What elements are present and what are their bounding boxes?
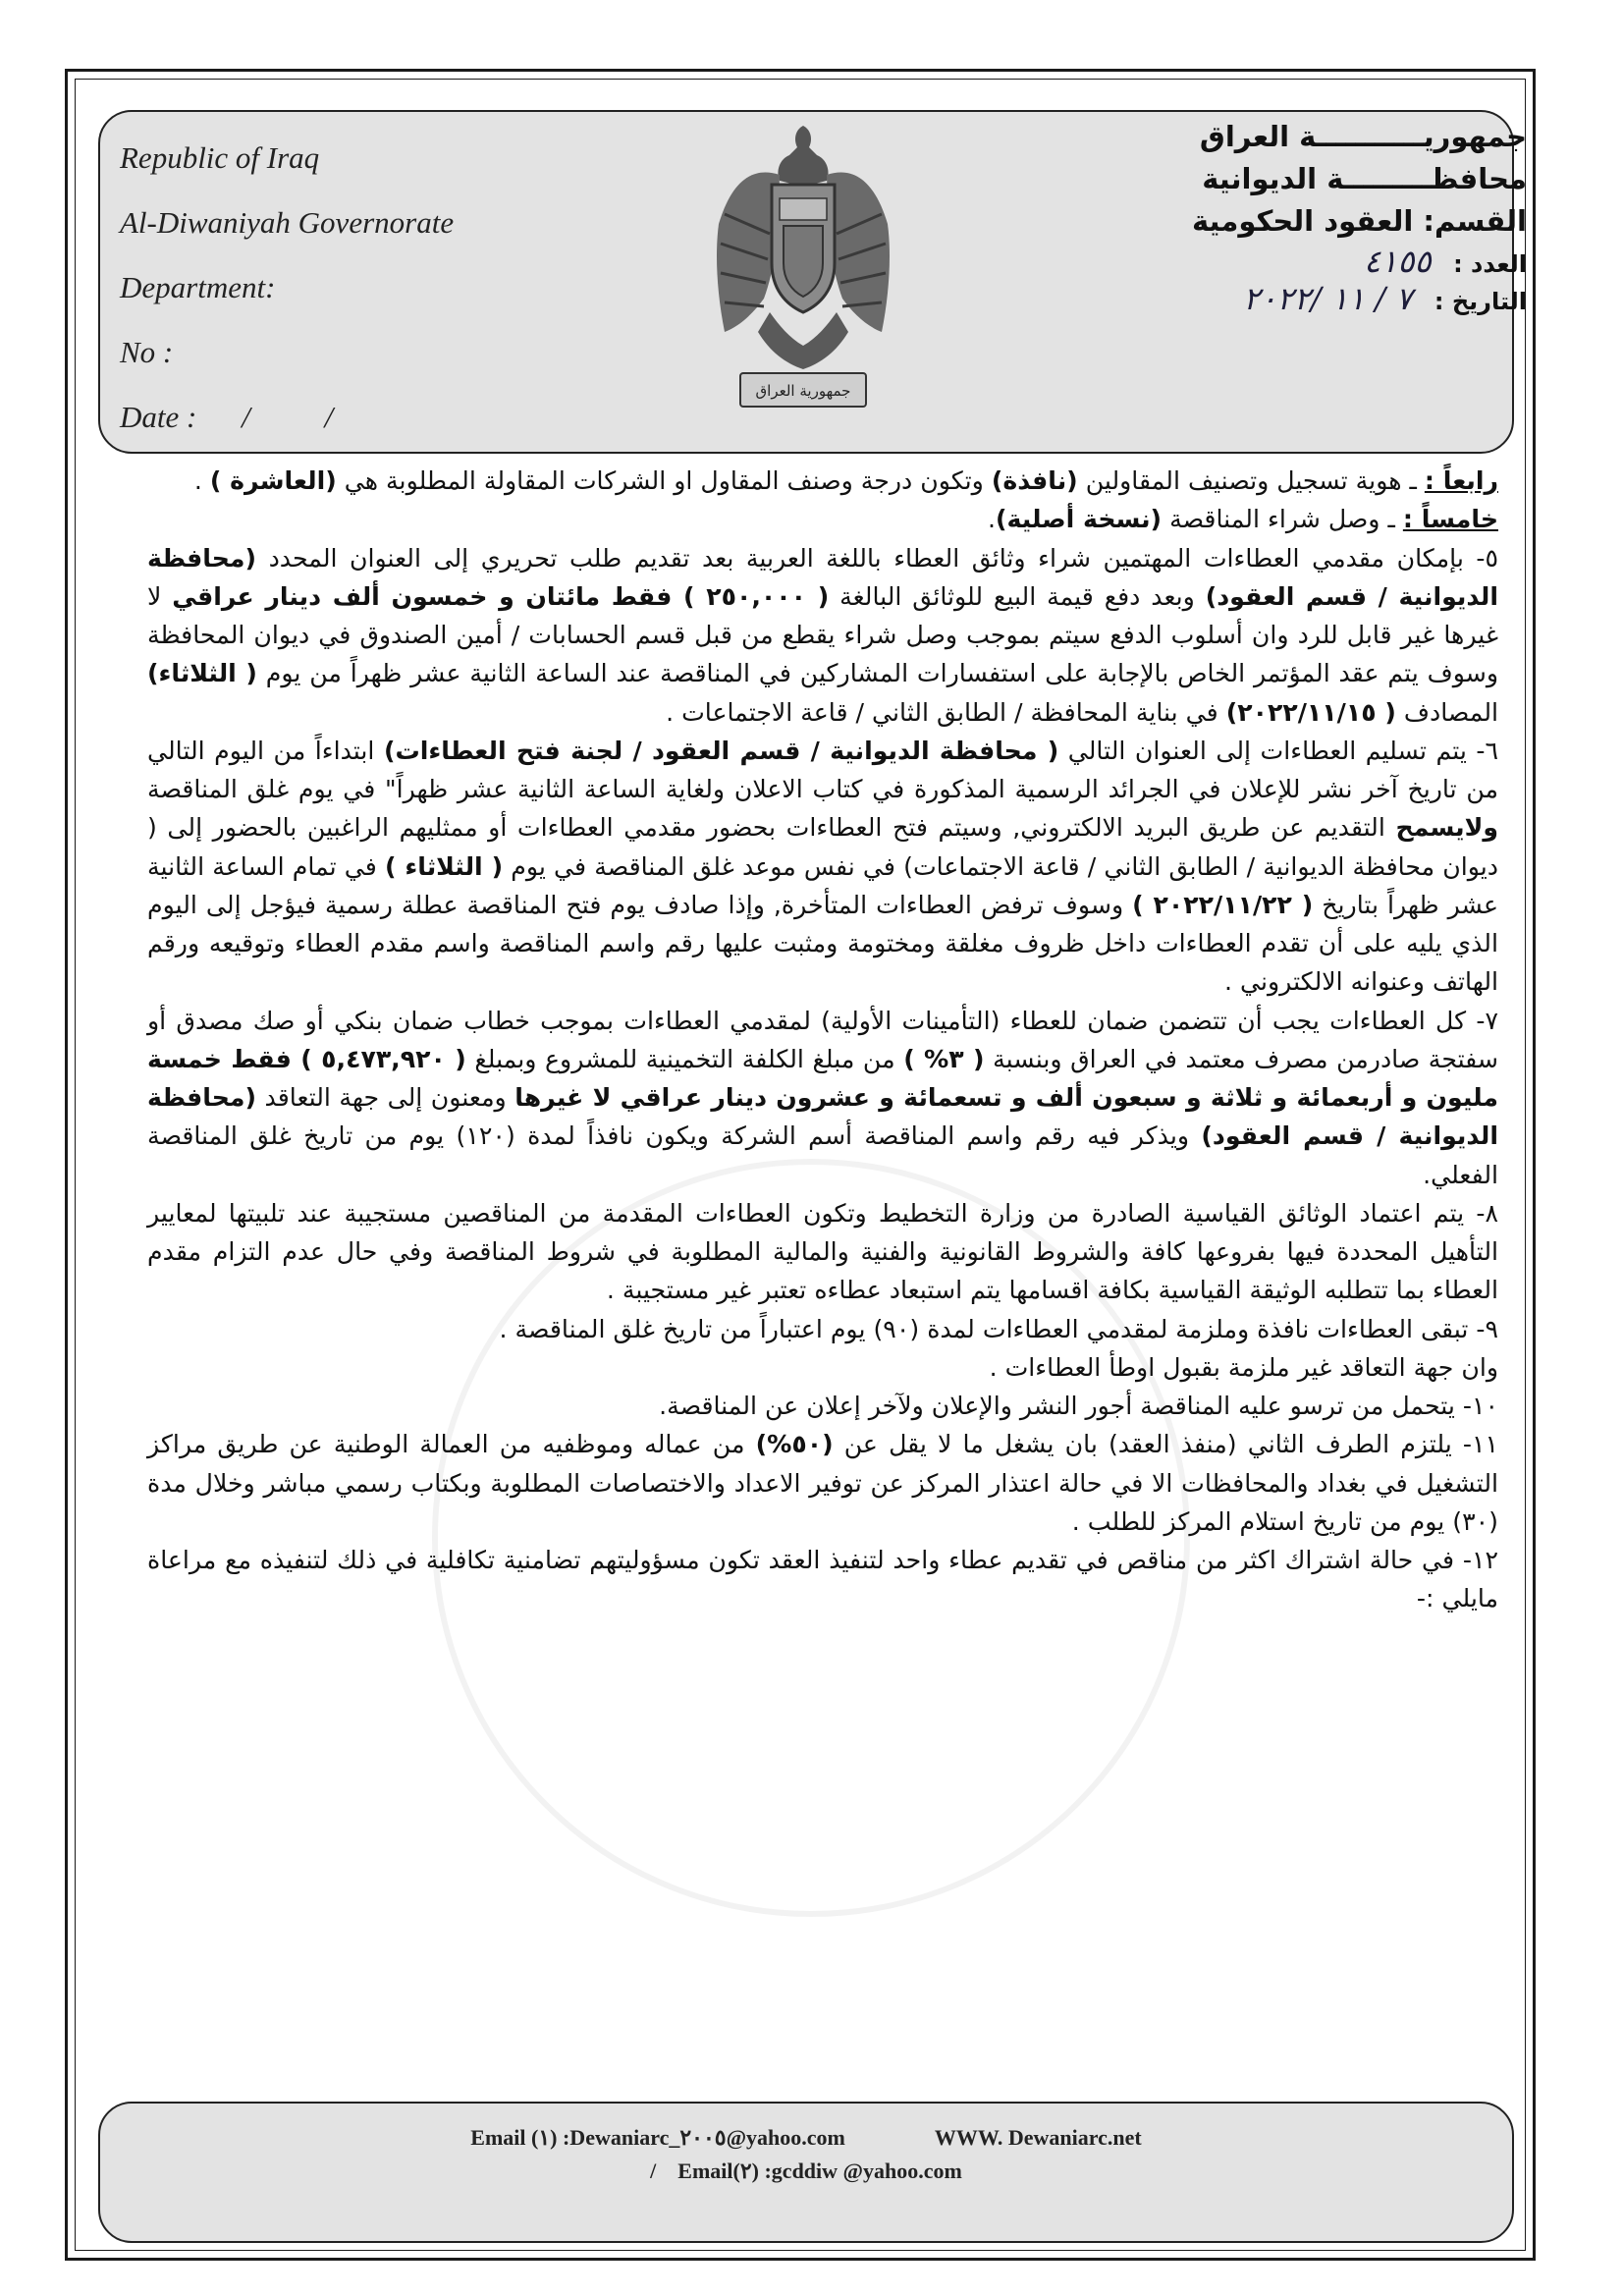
letterhead-arabic — [1016, 116, 1527, 317]
country-name-en: Republic of Iraq — [120, 140, 320, 175]
number-label-ar: العدد : — [1453, 250, 1527, 278]
country-name-ar: جمهوريـــــــــــة العراق — [1199, 120, 1527, 153]
letter-number-row — [1016, 243, 1527, 280]
footer-contacts — [98, 2121, 1514, 2188]
date-slashes-en: / / — [242, 400, 367, 434]
date-label-en: Date : — [120, 400, 197, 434]
clause-fifth: خامساً : ـ وصل شراء المناقصة (نسخة أصلية). — [987, 505, 1498, 534]
clause-10: ١٠- يتحمل من ترسو عليه المناقصة أجور النشر والإعلان ولآخر إعلان عن المناقصة. — [659, 1392, 1498, 1420]
clause-9: ٩- تبقى العطاءات نافذة وملزمة لمقدمي العطاءات لمدة (٩٠) يوم اعتباراً من تاريخ غلق المناقصة . — [499, 1314, 1498, 1343]
iraq-eagle-emblem-icon — [711, 116, 895, 430]
emblem-caption: جمهورية العراق — [755, 382, 851, 400]
clause-11: ١١- يلتزم الطرف الثاني (منفذ العقد) بان يشغل ما لا يقل عن (٥٠%) من عماله وموظفيه من العمالة الوطنية عن طريق مراكز التشغيل في بغداد والمحافظات الا في حالة اعتذار المركز عن توفير الاعداد والاختصاصات المطلوبة وبكتاب رسمي مباشر وخلال مدة (٣٠) يوم من تاريخ استلام المركز للطلب . — [147, 1430, 1498, 1536]
department-label-en: Department: — [120, 270, 276, 304]
clause-6: ٦- يتم تسليم العطاءات إلى العنوان التالي ( محافظة الديوانية / قسم العقود / لجنة فتح العطاءات) ابتداءاً من اليوم التالي من تاريخ آخر نشر للإعلان في الجرائد الرسمية المذكورة في كتاب الاعلان ولغاية الساعة الثانية عشر ظهراً" في يوم غلق المناقصة ولايسمح التقديم عن طريق البريد الالكتروني, وسيتم فتح العطاءات بحضور مقدمي العطاءات أو ممثليهم الراغبين بالحضور إلى ( ديوان محافظة الديوانية / الطابق الثاني / قاعة الاجتماعات) في نفس موعد غلق المناقصة في يوم ( الثلاثاء ) في تمام الساعة الثانية عشر ظهراً بتاريخ ( ٢٠٢٢/١١/٢٢ ) وسوف ترفض العطاءات المتأخرة, وإذا صادف يوم فتح المناقصة عطلة رسمية فيؤجل إلى اليوم الذي يليه على أن تقدم العطاءات داخل ظروف مغلقة ومختومة ومثبت عليها رقم واسم المناقصة واسم مقدم العطاء وتوقيعه ورقم الهاتف وعنوانه الالكتروني . — [147, 736, 1499, 997]
department-name-ar: القسم: العقود الحكومية — [1191, 204, 1527, 238]
footer-email-2: Email(٢) :gcddiw @yahoo.com — [677, 2159, 962, 2183]
letter-number-value: ٤١٥٥ — [1363, 243, 1432, 280]
footer-website: WWW. Dewaniarc.net — [934, 2125, 1142, 2150]
letter-date-row — [1016, 280, 1527, 317]
governorate-name-en: Al-Diwaniyah Governorate — [120, 205, 455, 240]
governorate-name-ar: محافظـــــــــة الديوانية — [1202, 162, 1527, 195]
clause-7: ٧- كل العطاءات يجب أن تتضمن ضمان للعطاء (التأمينات الأولية) لمقدمي العطاءات بموجب خطاب ضمان بنكي أو صك مصدق أو سفتجة صادرمن مصرف معتمد في العراق وبنسبة ( ٣% ) من مبلغ الكلفة التخمينية للمشروع وبمبلغ ( ٥,٤٧٣,٩٢٠ ) فقط خمسة مليون و أربعمائة و ثلاثة و سبعون ألف و تسعمائة و عشرون دينار عراقي لا غيرها ومعنون إلى جهة التعاقد (محافظة الديوانية / قسم العقود) ويذكر فيه رقم واسم المناقصة أسم الشركة ويكون نافذاً لمدة (١٢٠) يوم من تاريخ غلق المناقصة الفعلي. — [147, 1006, 1499, 1189]
date-label-ar: التاريخ : — [1434, 288, 1527, 315]
tender-body — [147, 462, 1498, 1618]
clause-9-continued: وان جهة التعاقد غير ملزمة بقبول اوطأ العطاءات . — [989, 1352, 1498, 1382]
letter-date-value: ٧ / ١١ /٢٠٢٢ — [1243, 280, 1413, 317]
clause-8: ٨- يتم اعتماد الوثائق القياسية الصادرة من وزارة التخطيط وتكون العطاءات المقدمة من المناقصين مستجيبة عند تلبيتها لمعايير التأهيل المحددة فيها بفروعها كافة والشروط القانونية والفنية والمالية المطلوبة في شروط المناقصة وفي حال عدم التزام مقدم العطاء بما تتطلبه الوثيقة القياسية بكافة اقسامها يتم استبعاد عطاءه تعتبر غير مستجيبة . — [147, 1198, 1498, 1305]
footer-separator: / — [650, 2159, 657, 2183]
number-label-en: No : — [120, 335, 174, 369]
clause-fourth: رابعاً : ـ هوية تسجيل وتصنيف المقاولين (نافذة) وتكون درجة وصنف المقاول او الشركات المقاولة المطلوبة هي (العاشرة ) . — [193, 466, 1498, 495]
footer-email-1: Email (١) :Dewaniarc_٢٠٠٥@yahoo.com — [470, 2125, 845, 2150]
clause-5: ٥- بإمكان مقدمي العطاءات المهتمين شراء وثائق العطاء باللغة العربية بعد تقديم طلب تحريري إلى العنوان المحدد (محافظة الديوانية / قسم العقود) وبعد دفع قيمة البيع للوثائق البالغة ( ٢٥٠,٠٠٠ ) فقط مائتان و خمسون ألف دينار عراقي لا غيرها غير قابل للرد وان أسلوب الدفع سيتم بموجب وصل شراء يقطع من قبل قسم الحسابات / أمين الصندوق في ديوان المحافظة وسوف يتم عقد المؤتمر الخاص بالإجابة على استفسارات المشاركين في المناقصة عند الساعة الثانية عشر ظهراً من يوم ( الثلاثاء) المصادف ( ٢٠٢٢/١١/١٥) في بناية المحافظة / الطابق الثاني / قاعة الاجتماعات . — [147, 543, 1498, 727]
letterhead-english — [120, 136, 571, 460]
clause-12: ١٢- في حالة اشتراك اكثر من مناقص في تقديم عطاء واحد لتنفيذ العقد تكون مسؤوليتهم تضامنية تكافلية في ذلك لتنفيذه مع مراعاة مايلي :- — [147, 1546, 1498, 1613]
date-line-en — [120, 395, 571, 460]
